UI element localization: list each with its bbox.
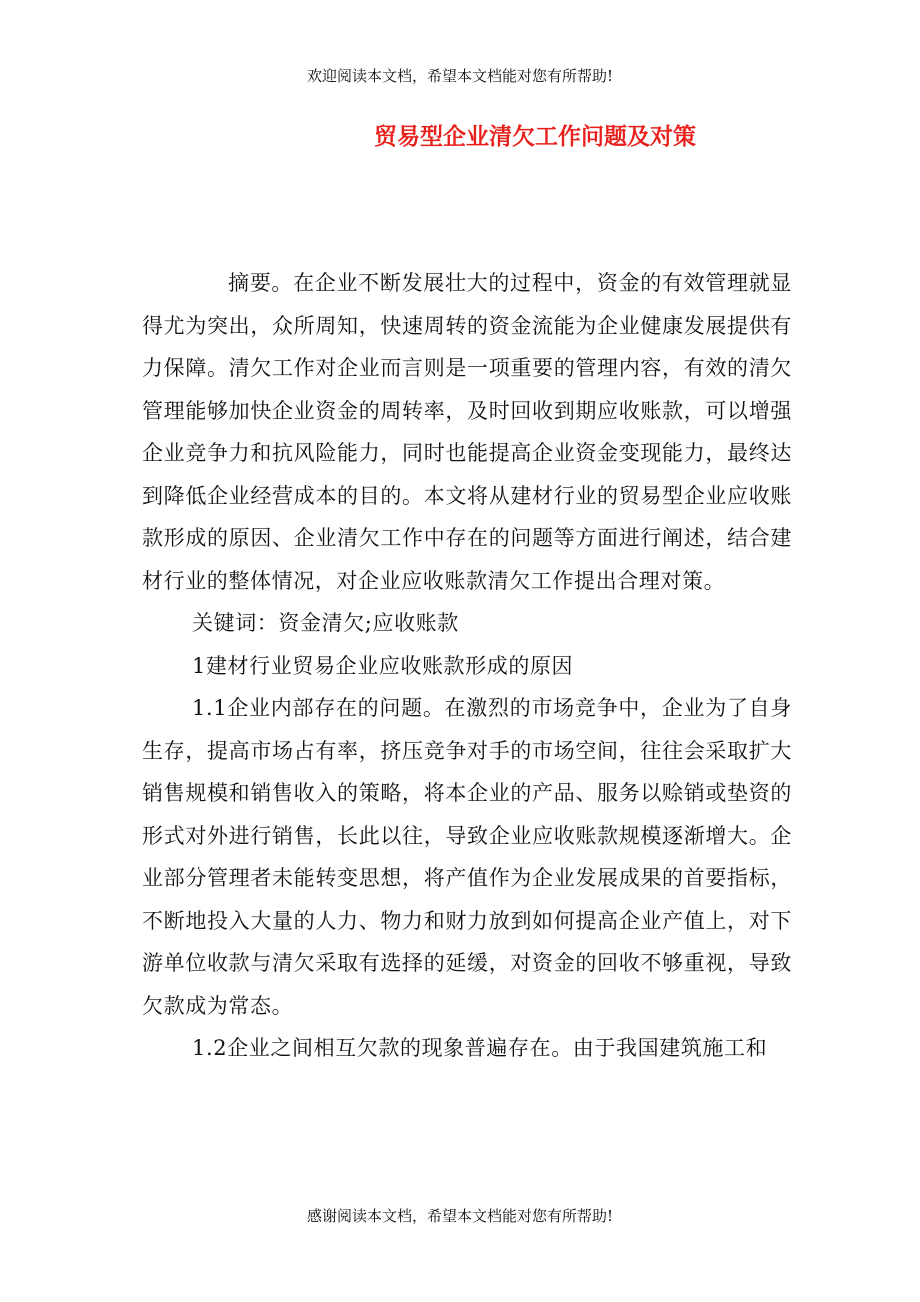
page-header: 欢迎阅读本文档，希望本文档能对您有所帮助! <box>306 67 614 85</box>
document-title: 贸易型企业清欠工作问题及对策 <box>374 123 696 150</box>
section-1-1-paragraph: 1.1企业内部存在的问题。在激烈的市场竞争中，企业为了自身生存，提高市场占有率，挤压竞争对手的市场空间，往往会采取扩大销售规模和销售收入的策略，将本企业的产品、服务以赊销或垫资的形式对外进行销售，长此以往，导致企业应收账款规模逐渐增大。企业部分管理者未能转变思想，将产值作为企业发展成果的首要指标，不断地投入大量的人力、物力和财力放到如何提高企业产值上，对下游单位收款与清欠采取有选择的延缓，对资金的回收不够重视，导致欠款成为常态。 <box>142 696 792 1018</box>
keywords-paragraph: 关键词：资金清欠;应收账款 <box>192 611 459 635</box>
section-heading-1: 1建材行业贸易企业应收账款形成的原因 <box>192 653 574 678</box>
section-1-2-paragraph: 1.2企业之间相互欠款的现象普遍存在。由于我国建筑施工和 <box>192 1036 768 1060</box>
page-footer: 感谢阅读本文档，希望本文档能对您有所帮助! <box>306 1207 614 1225</box>
document-body <box>142 262 792 1070</box>
abstract-paragraph: 摘要。在企业不断发展壮大的过程中，资金的有效管理就显得尤为突出，众所周知，快速周转的资金流能为企业健康发展提供有力保障。清欠工作对企业而言则是一项重要的管理内容，有效的清欠管理能够加快企业资金的周转率，及时回收到期应收账款，可以增强企业竞争力和抗风险能力，同时也能提高企业资金变现能力，最终达到降低企业经营成本的目的。本文将从建材行业的贸易型企业应收账款形成的原因、企业清欠工作中存在的问题等方面进行阐述，结合建材行业的整体情况，对企业应收账款清欠工作提出合理对策。 <box>142 271 792 593</box>
